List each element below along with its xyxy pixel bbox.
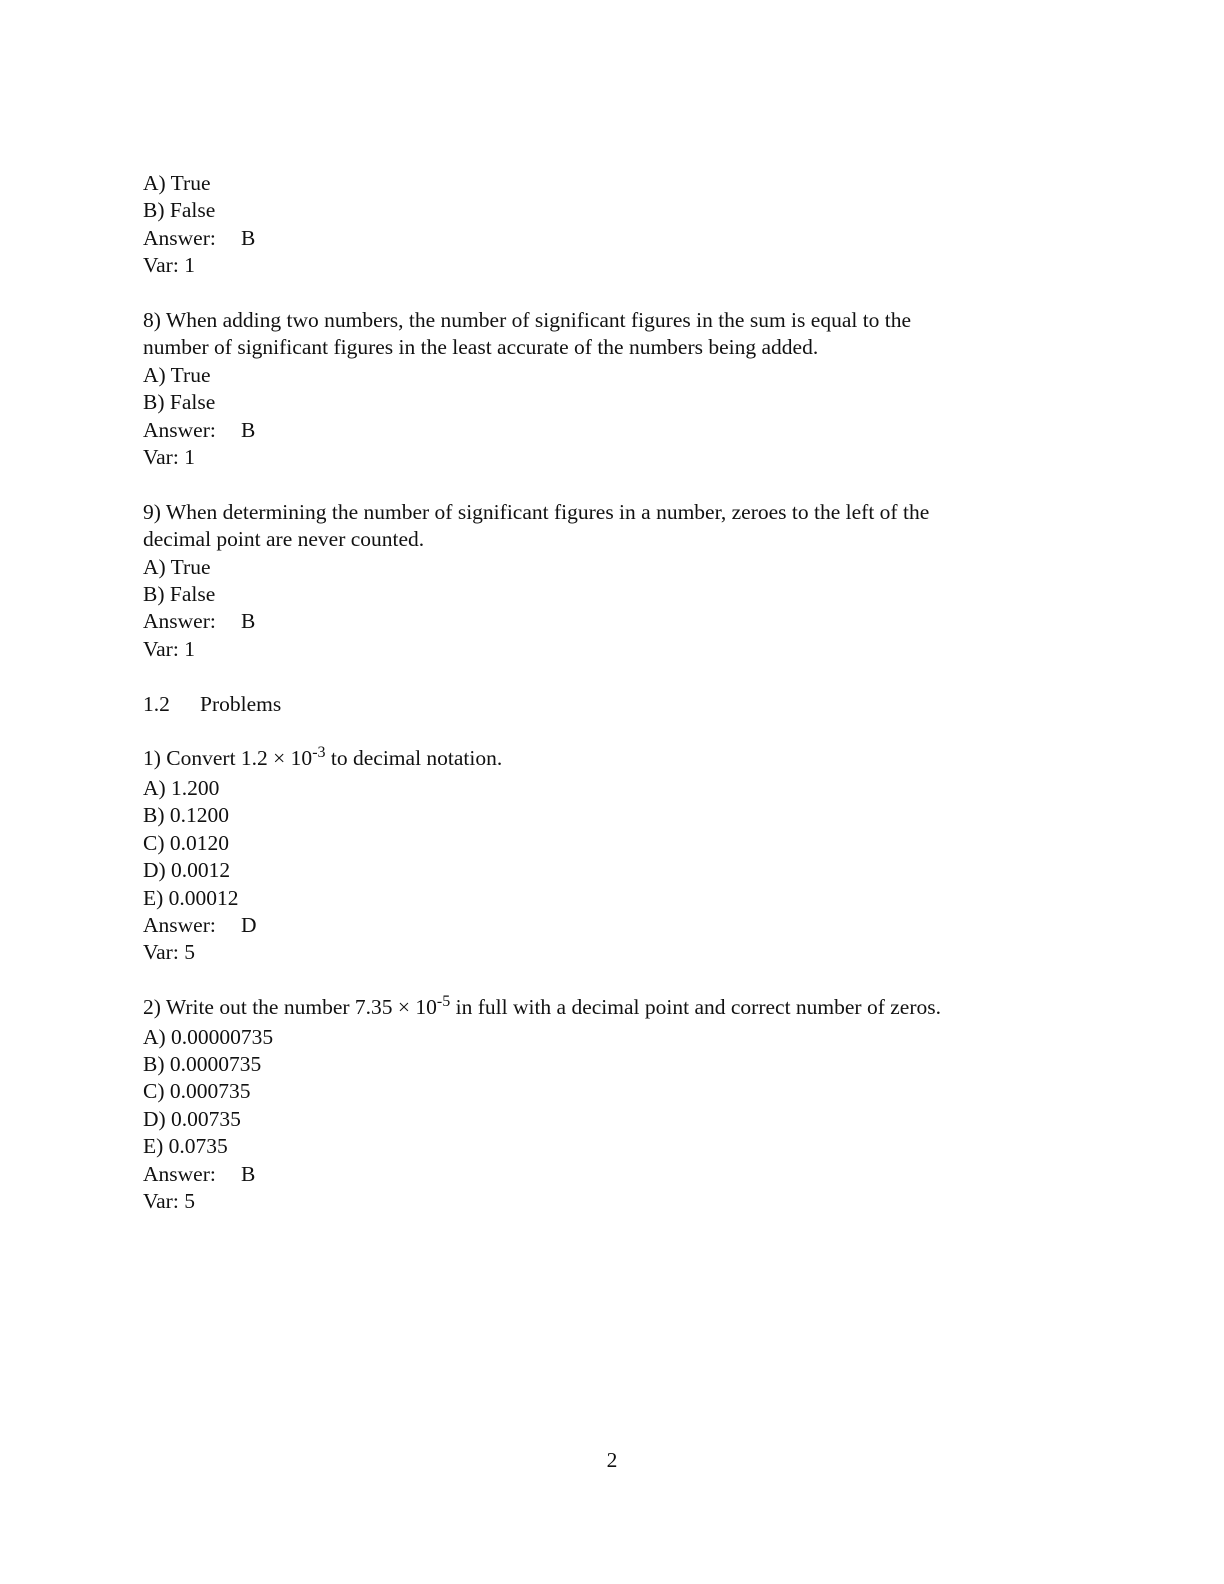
question-text-line-2: number of significant figures in the least accurate of the numbers being added. bbox=[143, 335, 819, 360]
question-text-line-2: decimal point are never counted. bbox=[143, 527, 425, 552]
option-a: A) True bbox=[143, 171, 211, 195]
question-text-line-1: 9) When determining the number of significant figures in a number, zeroes to the left of the bbox=[143, 499, 930, 524]
answer-label: Answer: bbox=[143, 225, 216, 250]
question-9 bbox=[143, 499, 1103, 663]
option-a: A) True bbox=[143, 554, 211, 579]
answer-line bbox=[143, 1161, 1103, 1188]
answer-value: B bbox=[241, 609, 256, 634]
option-d: D) 0.00735 bbox=[143, 1106, 241, 1131]
problem-text-after: in full with a decimal point and correct number of zeros. bbox=[450, 995, 941, 1020]
answer-line bbox=[143, 225, 1103, 252]
option-c: C) 0.0120 bbox=[143, 830, 229, 855]
option-b: B) 0.1200 bbox=[143, 803, 229, 828]
section-title: Problems bbox=[200, 691, 282, 716]
option-e: E) 0.00012 bbox=[143, 885, 239, 910]
exponent: -5 bbox=[436, 993, 451, 1011]
page-content bbox=[143, 170, 1103, 1243]
answer-label: Answer: bbox=[143, 912, 216, 937]
var-line: Var: 5 bbox=[143, 940, 195, 965]
section-heading bbox=[143, 691, 1103, 718]
exponent: -3 bbox=[312, 744, 326, 762]
problem-text-before: 2) Write out the number 7.35 × 10 bbox=[143, 995, 437, 1020]
option-c: C) 0.000735 bbox=[143, 1079, 251, 1104]
page-number: 2 bbox=[606, 1448, 618, 1472]
option-a: A) True bbox=[143, 362, 211, 387]
answer-line bbox=[143, 912, 1103, 939]
option-b: B) False bbox=[143, 198, 216, 223]
option-b: B) 0.0000735 bbox=[143, 1051, 262, 1076]
var-line: Var: 1 bbox=[143, 636, 195, 661]
var-line: Var: 5 bbox=[143, 1188, 195, 1213]
var-line: Var: 1 bbox=[143, 445, 195, 470]
answer-label: Answer: bbox=[143, 609, 216, 634]
question-text-line-1: 8) When adding two numbers, the number of significant figures in the sum is equal to the bbox=[143, 308, 912, 333]
problem-text-before: 1) Convert 1.2 × 10 bbox=[143, 746, 313, 771]
problem-2 bbox=[143, 994, 1103, 1215]
answer-label: Answer: bbox=[143, 417, 216, 442]
section-number: 1.2 bbox=[143, 691, 170, 716]
answer-value: B bbox=[241, 1161, 256, 1186]
option-b: B) False bbox=[143, 390, 216, 415]
answer-line bbox=[143, 417, 1103, 444]
question-8 bbox=[143, 307, 1103, 471]
answer-value: D bbox=[241, 912, 257, 937]
option-e: E) 0.0735 bbox=[143, 1134, 228, 1159]
problem-1 bbox=[143, 745, 1103, 966]
option-a: A) 0.00000735 bbox=[143, 1024, 274, 1049]
option-d: D) 0.0012 bbox=[143, 858, 231, 883]
option-a: A) 1.200 bbox=[143, 775, 220, 800]
problem-text-after: to decimal notation. bbox=[325, 746, 503, 771]
question-7-tail bbox=[143, 170, 1103, 280]
answer-line bbox=[143, 608, 1103, 635]
problem-text bbox=[143, 994, 1103, 1023]
answer-label: Answer: bbox=[143, 1161, 216, 1186]
option-b: B) False bbox=[143, 582, 216, 607]
problem-text bbox=[143, 745, 1103, 774]
var-line: Var: 1 bbox=[143, 253, 195, 278]
answer-value: B bbox=[241, 417, 256, 442]
section-heading-line bbox=[143, 691, 1103, 718]
answer-value: B bbox=[241, 225, 256, 250]
